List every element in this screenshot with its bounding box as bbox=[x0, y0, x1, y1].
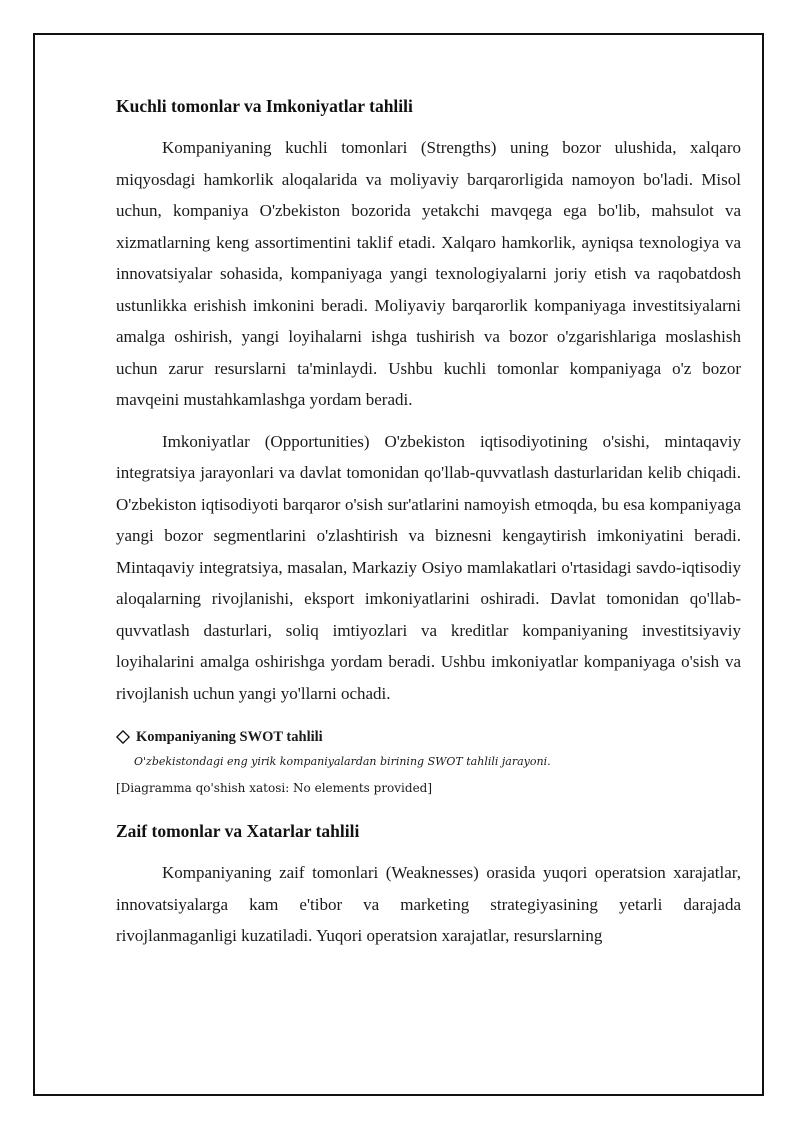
figure-title-text: Kompaniyaning SWOT tahlili bbox=[136, 729, 323, 745]
figure-block bbox=[116, 727, 741, 797]
section-heading-weaknesses: Zaif tomonlar va Xatarlar tahlili bbox=[116, 821, 360, 841]
paragraph-weaknesses: Kompaniyaning zaif tomonlari (Weaknesses) orasida yuqori operatsion xarajatlar, innovatsiyalarga kam e'tibor va marketing strategiyasining yetarli darajada rivojlanmaganligi kuzatiladi. Yuqori operatsion xarajatlar, resurslarning bbox=[116, 863, 741, 945]
figure-caption: O'zbekistondagi eng yirik kompaniyalardan birining SWOT tahlili jarayoni. bbox=[134, 755, 551, 768]
paragraph-opportunities: Imkoniyatlar (Opportunities) O'zbekiston iqtisodiyotining o'sishi, mintaqaviy integratsiya jarayonlari va davlat tomonidan qo'llab-quvvatlash dasturlaridan kelib chiqadi. O'zbekiston iqtisodiyoti barqaror o'sish sur'atlarini namoyish etmoqda, bu esa kompaniyaga yangi bozor segmentlarini o'zlashtirish va biznesni kengaytirish imkoniyatini beradi. Mintaqaviy integratsiya, masalan, Markaziy Osiyo mamlakatlari o'rtasidagi savdo-iqtisodiy aloqalarning rivojlanishi, eksport imkoniyatlarini oshiradi. Davlat tomonidan qo'llab-quvvatlash dasturlari, soliq imtiyozlari va kreditlar kompaniyaning investitsiyaviy loyihalarini amalga oshirishga yordam beradi. Ushbu imkoniyatlar kompaniyaga o'sish va rivojlanish uchun yangi yo'llarni ochadi. bbox=[116, 431, 741, 703]
figure-error-message: [Diagramma qo'shish xatosi: No elements provided] bbox=[116, 781, 433, 795]
section-heading-strengths: Kuchli tomonlar va Imkoniyatlar tahlili bbox=[116, 96, 413, 116]
figure-title bbox=[116, 727, 741, 747]
paragraph-strengths: Kompaniyaning kuchli tomonlari (Strengths) uning bozor ulushida, xalqaro miqyosdagi hamkorlik aloqalarida va moliyaviy barqarorligida namoyon bo'ladi. Misol uchun, kompaniya O'zbekiston bozorida yetakchi mavqega ega bo'lib, mahsulot va xizmatlarning keng assortimentini taklif etadi. Xalqaro hamkorlik, ayniqsa texnologiya va innovatsiyalar sohasida, kompaniyaga yangi texnologiyalarni joriy etish va raqobatdosh ustunlikka erishish imkonini beradi. Moliyaviy barqarorlik kompaniyaga investitsiyalarni amalga oshirish, yangi loyihalarni ishga tushirish va bozor o'zgarishlariga moslashish uchun zarur resurslarni ta'minlaydi. Ushbu kuchli tomonlar kompaniyaga o'z bozor mavqeini mustahkamlashga yordam beradi. bbox=[116, 138, 741, 409]
document-content bbox=[116, 94, 741, 962]
tag-icon bbox=[116, 730, 130, 744]
